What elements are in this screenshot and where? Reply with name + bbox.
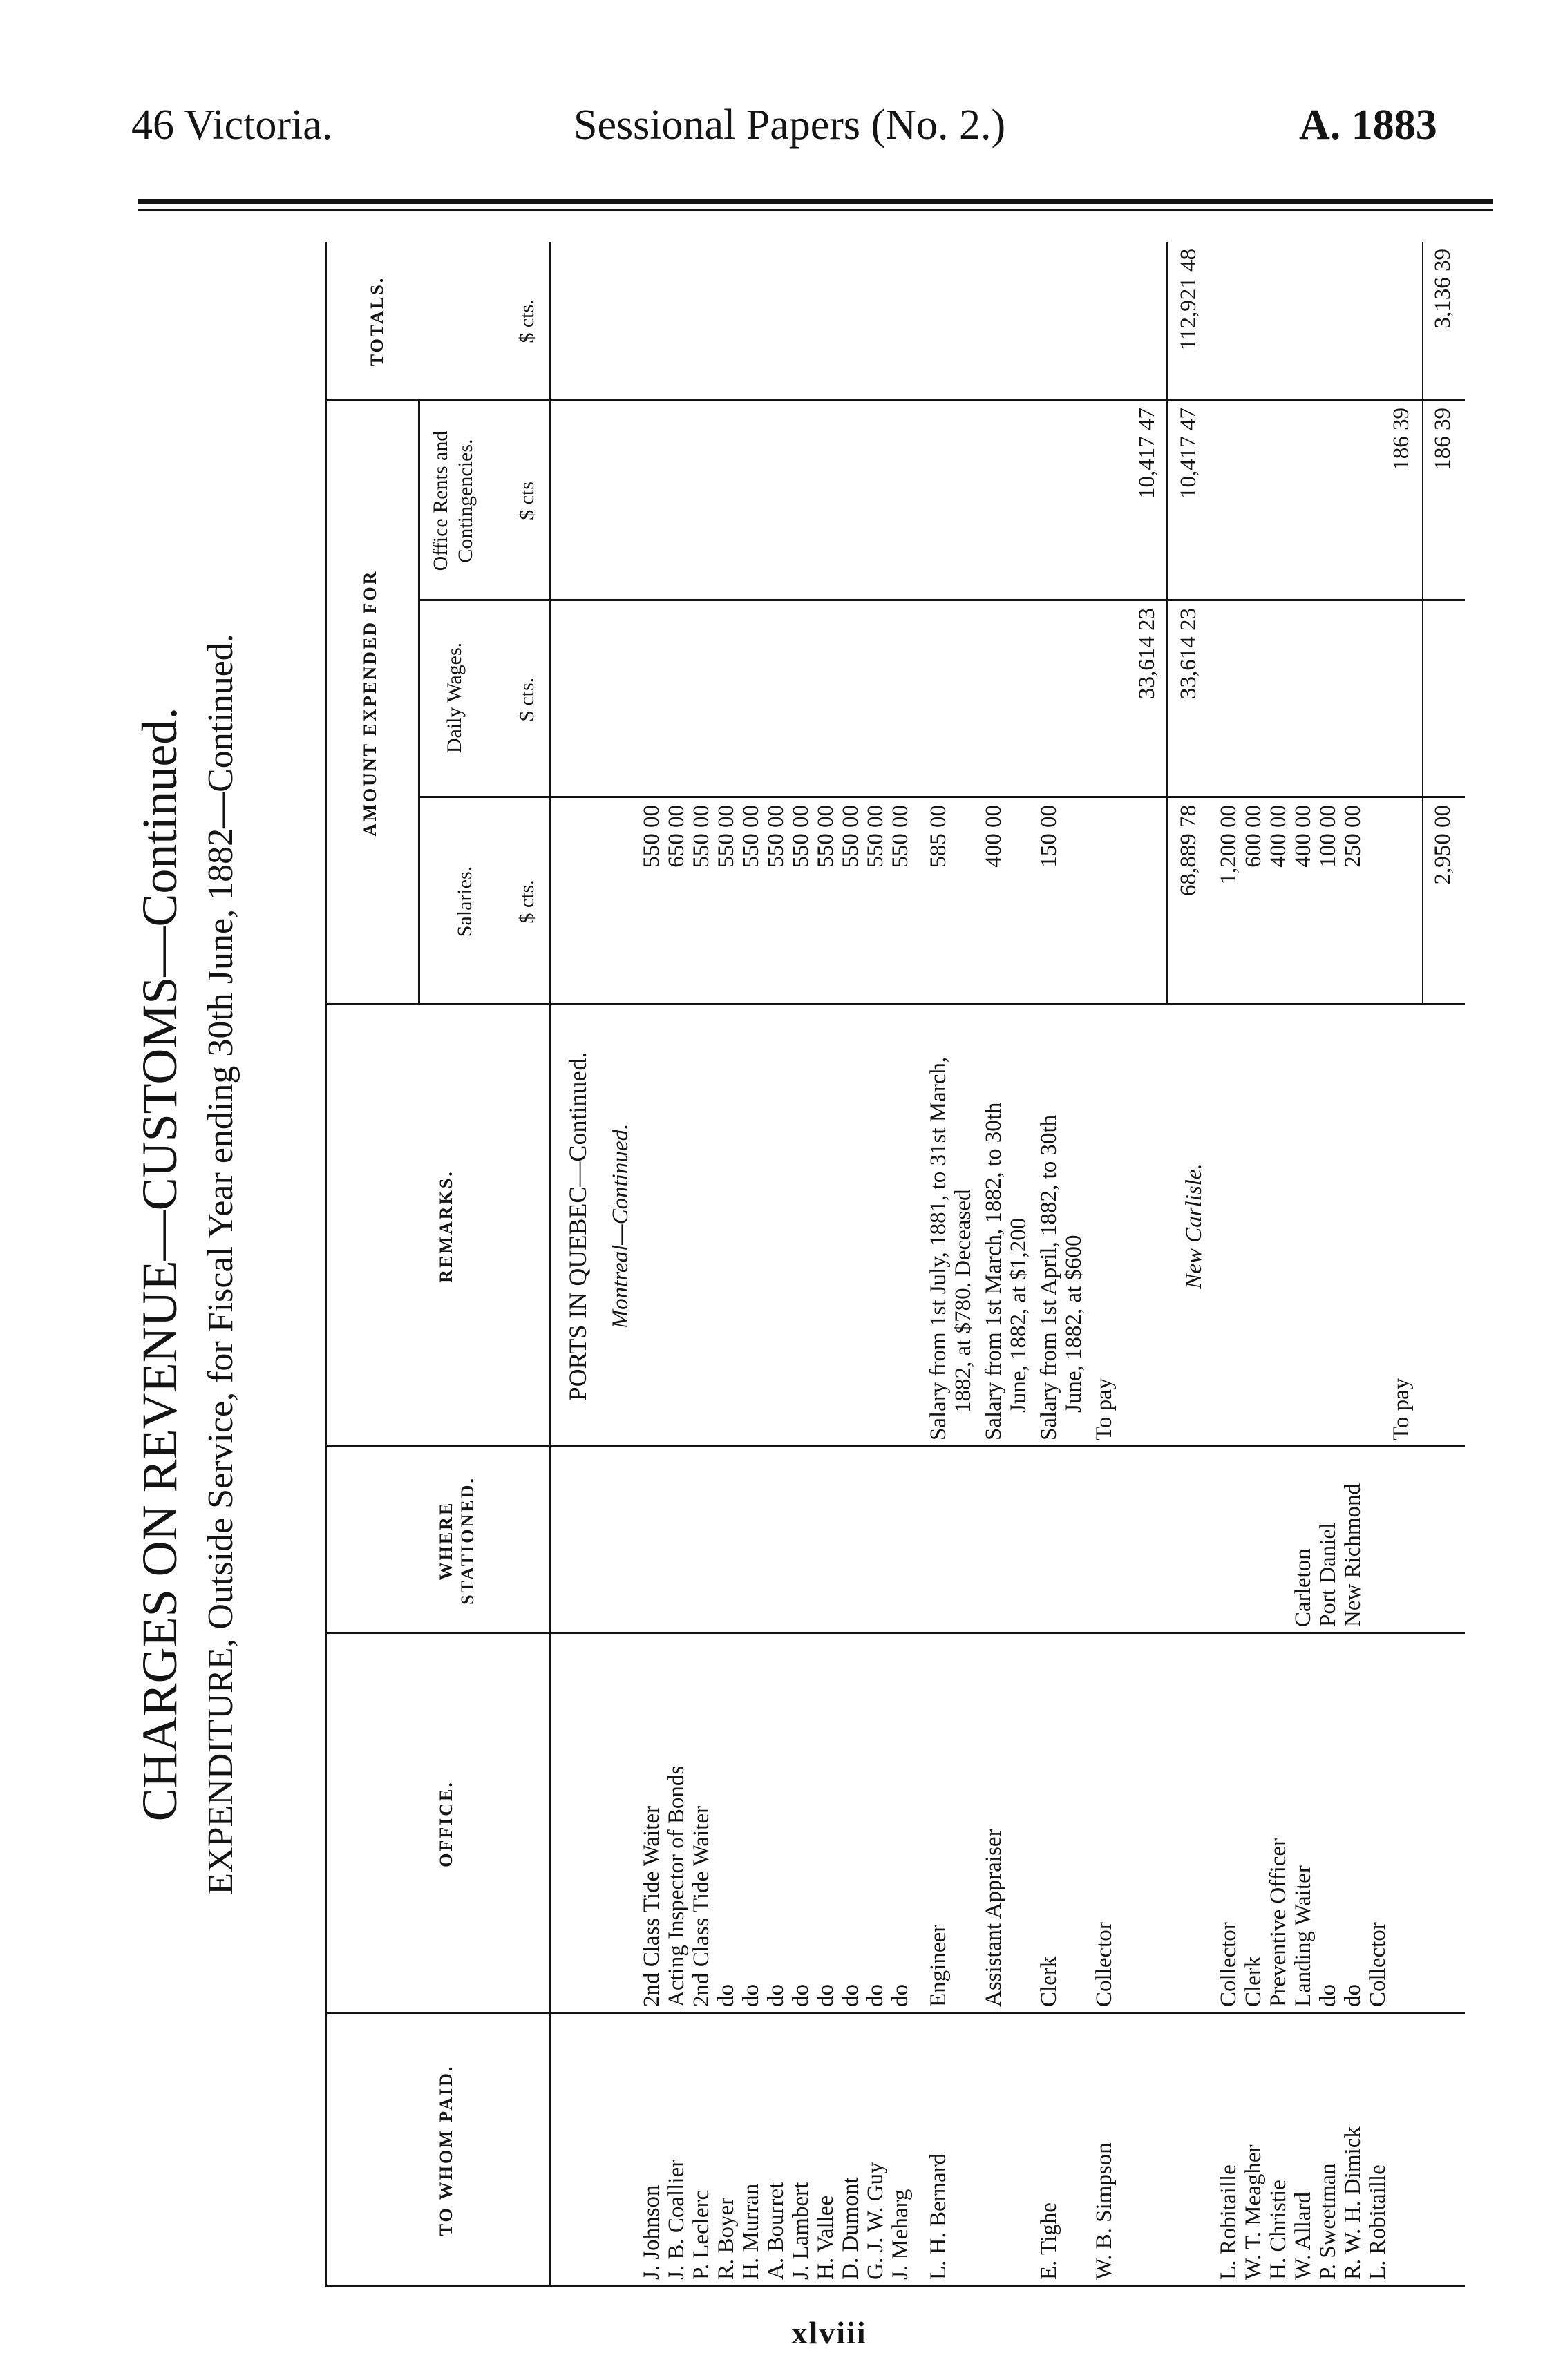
col-rule [325, 399, 1465, 401]
office-title: Collector [1216, 1922, 1241, 2007]
station-name: New Richmond [1341, 1483, 1365, 1627]
carlisle-sum-rule [1422, 242, 1423, 1005]
col-rule [325, 2012, 1465, 2014]
remarks-line: Salary from 1st March, 1882, to 30th [981, 1102, 1006, 1440]
header-year: A. 1883 [1299, 102, 1437, 149]
col-header-amount-expended: AMOUNT EXPENDED FOR [360, 569, 380, 837]
payee-name: P. Sweetman [1316, 2163, 1341, 2280]
office-title: do [863, 1984, 888, 2007]
montreal-to-pay-wages: 33,614 23 [1135, 608, 1159, 699]
office-title: do [739, 1984, 764, 2007]
carlisle-to-pay-remarks: To pay [1389, 1378, 1414, 1440]
office-title: do [714, 1984, 739, 2007]
montreal-sum-rule [1166, 242, 1168, 1005]
salary-amount: 585 00 [926, 805, 951, 868]
salary-amount: 550 00 [739, 805, 764, 868]
col-header-office: OFFICE. [436, 1780, 456, 1867]
col-header-where-stationed: WHERE STATIONED. [436, 1476, 478, 1605]
col-header-salaries: Salaries. [453, 866, 476, 937]
carlisle-total-salaries: 2,950 00 [1430, 805, 1455, 885]
payee-name: J. B. Coallier [664, 2159, 689, 2280]
payee-name: P. Leclerc [689, 2189, 714, 2280]
salary-amount: 550 00 [863, 805, 888, 868]
page-folio: xlviii [791, 2315, 867, 2350]
salary-amount: 550 00 [838, 805, 863, 868]
office-title: do [888, 1984, 913, 2007]
col-rule [325, 1445, 1465, 1447]
salary-amount: 400 00 [1291, 805, 1316, 868]
payee-name: R. Boyer [714, 2197, 739, 2280]
page-title: CHARGES ON REVENUE—CUSTOMS—Continued. [132, 707, 187, 1822]
amount-group-rule [418, 401, 420, 1005]
payee-name: G. J. W. Guy [863, 2162, 888, 2280]
salary-amount: 550 00 [714, 805, 739, 868]
unit-wages: $ cts. [515, 677, 538, 722]
expenditure-table [325, 242, 1465, 2287]
col-header-daily-wages: Daily Wages. [443, 642, 466, 754]
col-header-totals: TOTALS. [367, 276, 387, 367]
header-bottom-rule [549, 242, 551, 2287]
office-title: Acting Inspector of Bonds [664, 1765, 689, 2007]
payee-name: J. Meharg [888, 2189, 913, 2280]
payee-name: A. Bourret [764, 2182, 788, 2280]
header-rule-thin [138, 209, 1493, 211]
table-top-rule [325, 242, 327, 2287]
carlisle-total-rents: 186 39 [1430, 408, 1455, 470]
salary-amount: 550 00 [813, 805, 838, 868]
office-title: 2nd Class Tide Waiter [689, 1805, 714, 2007]
payee-name: L. Robitaille [1365, 2164, 1390, 2280]
carlisle-grand-total: 3,136 39 [1430, 249, 1455, 329]
montreal-total-wages: 33,614 23 [1176, 608, 1201, 699]
payee-name: J. Lambert [788, 2182, 813, 2280]
salary-amount: 550 00 [888, 805, 913, 868]
salary-amount: 250 00 [1341, 805, 1365, 868]
remarks-line: To pay [1092, 1378, 1117, 1440]
payee-name: W. T. Meagher [1241, 2144, 1266, 2280]
payee-name: J. Johnson [639, 2184, 664, 2280]
payee-name: R. W. H. Dimick [1341, 2126, 1365, 2280]
montreal-total-rents: 10,417 47 [1176, 408, 1201, 499]
table-border-left [325, 2285, 1465, 2287]
office-title: Collector [1365, 1922, 1390, 2007]
section-new-carlisle: New Carlisle. [1182, 1163, 1206, 1289]
remarks-line: Salary from 1st April, 1882, to 30th [1036, 1114, 1061, 1440]
station-name: Carleton [1291, 1548, 1316, 1627]
unit-rents: $ cts [515, 482, 538, 520]
office-title: do [1341, 1984, 1365, 2007]
salary-amount: 550 00 [639, 805, 664, 868]
office-title: do [788, 1984, 813, 2007]
montreal-grand-total: 112,921 48 [1176, 249, 1201, 351]
section-montreal: Montreal—Continued. [608, 1123, 633, 1329]
office-title: do [764, 1984, 788, 2007]
payee-name: E. Tighe [1036, 2202, 1061, 2280]
payee-name: L. Robitaille [1216, 2164, 1241, 2280]
payee-name: D. Dumont [838, 2177, 863, 2280]
col-rule [418, 599, 1465, 601]
montreal-to-pay-rents: 10,417 47 [1135, 408, 1159, 499]
salary-amount: 400 00 [1266, 805, 1291, 868]
salary-amount: 550 00 [764, 805, 788, 868]
header-papers: Sessional Papers (No. 2.) [574, 102, 1006, 149]
remarks-line: Salary from 1st July, 1881, to 31st March, [926, 1056, 951, 1440]
col-rule [325, 1003, 1465, 1005]
carlisle-to-pay-rents: 186 39 [1389, 408, 1414, 470]
montreal-total-salaries: 68,889 78 [1176, 805, 1201, 896]
salary-amount: 650 00 [664, 805, 689, 868]
col-rule [325, 1632, 1465, 1634]
office-title: Preventive Officer [1266, 1838, 1291, 2007]
office-title: Clerk [1036, 1956, 1061, 2007]
station-name: Port Daniel [1316, 1522, 1341, 1627]
salary-amount: 550 00 [689, 805, 714, 868]
office-title: 2nd Class Tide Waiter [639, 1805, 664, 2007]
salary-amount: 600 00 [1241, 805, 1266, 868]
payee-name: H. Vallee [813, 2195, 838, 2280]
office-title: Engineer [926, 1924, 951, 2007]
col-header-office-rents: Office Rents and Contingencies. [429, 430, 477, 571]
office-title: Landing Waiter [1291, 1865, 1316, 2007]
unit-salaries: $ cts. [515, 879, 538, 924]
payee-name: L. H. Bernard [926, 2153, 951, 2280]
payee-name: W. B. Simpson [1092, 2142, 1117, 2280]
running-header [0, 0, 1563, 173]
salary-amount: 150 00 [1036, 805, 1061, 868]
salary-amount: 1,200 00 [1216, 805, 1241, 885]
page-titles [111, 242, 318, 2287]
office-title: do [1316, 1984, 1341, 2007]
payee-name: H. Christie [1266, 2180, 1291, 2280]
col-header-remarks: REMARKS. [436, 1170, 456, 1283]
header-rule [138, 199, 1493, 204]
payee-name: W. Allard [1291, 2191, 1316, 2280]
remarks-line: June, 1882, at $1,200 [1006, 1217, 1031, 1413]
remarks-line: 1882, at $780. Deceased [951, 1189, 976, 1413]
header-session: 46 Victoria. [131, 102, 333, 149]
salary-amount: 400 00 [981, 805, 1006, 868]
salary-amount: 550 00 [788, 805, 813, 868]
col-header-to-whom-paid: TO WHOM PAID. [436, 2064, 456, 2236]
office-title: Assistant Appraiser [981, 1829, 1006, 2007]
office-title: do [838, 1984, 863, 2007]
salary-amount: 100 00 [1316, 805, 1341, 868]
section-ports-in-quebec: PORTS IN QUEBEC—Continued. [564, 1051, 591, 1401]
col-rule [418, 796, 1465, 798]
unit-totals: $ cts. [515, 299, 538, 343]
remarks-line: June, 1882, at $600 [1061, 1235, 1086, 1413]
office-title: Clerk [1241, 1956, 1266, 2007]
payee-name: H. Murran [739, 2183, 764, 2280]
page-subtitle: EXPENDITURE, Outside Service, for Fiscal Year ending 30th June, 1882—Continued. [201, 634, 240, 1895]
rotated-page-body [111, 242, 1479, 2287]
office-title: Collector [1092, 1922, 1117, 2007]
office-title: do [813, 1984, 838, 2007]
